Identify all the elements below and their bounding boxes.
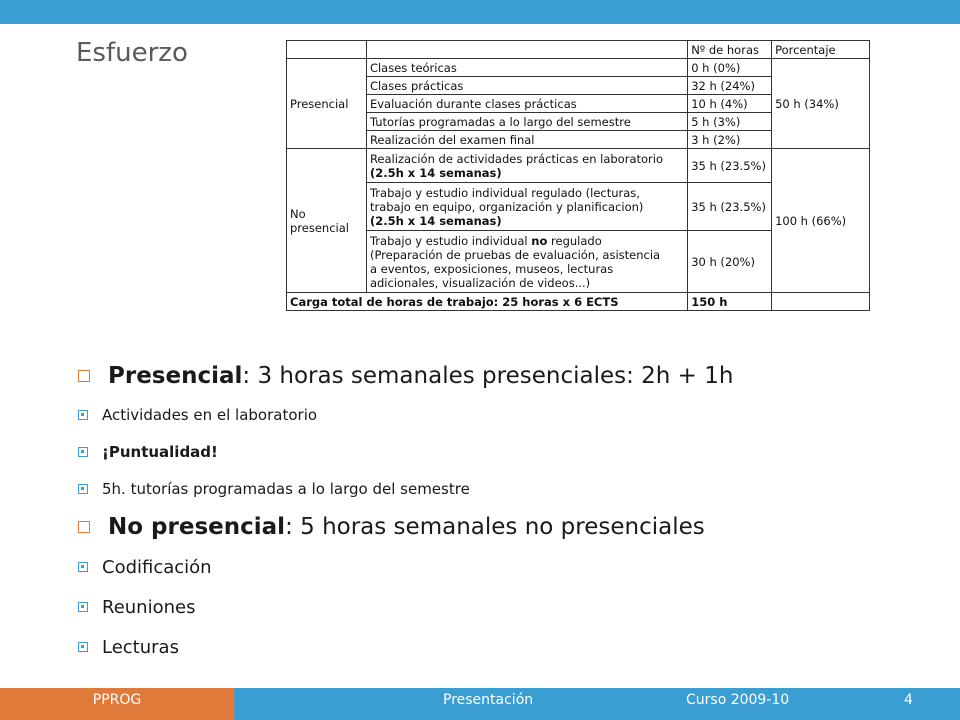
header-percent: Porcentaje: [772, 41, 870, 59]
footer-course-year: Curso 2009-10: [686, 692, 790, 708]
list-item: 5h. tutorías programadas a lo largo del semestre: [78, 470, 938, 507]
small-square-bullet-icon: [78, 642, 88, 652]
table-header-row: [287, 41, 870, 59]
table-row: Realización del examen final 3 h (2%): [287, 131, 870, 149]
square-bullet-icon: [78, 521, 90, 533]
footer-bar: [234, 688, 960, 720]
table-row: Trabajo y estudio individual no regulado (Preparación de pruebas de evaluación, asistencia a eventos, exposiciones, museos, lecturas adicionales, visualización de videos...) 30 h (20%): [287, 231, 870, 293]
footer-course-code: PPROG: [0, 688, 234, 720]
presencial-percent: 50 h (34%): [772, 59, 870, 149]
small-square-bullet-icon: [78, 602, 88, 612]
no-presencial-label: No presencial: [287, 149, 367, 293]
bullet-list: [78, 356, 938, 667]
table-row: No presencial Realización de actividades prácticas en laboratorio (2.5h x 14 semanas) 35 h (23.5%) 100 h (66%): [287, 149, 870, 183]
page-number: 4: [904, 692, 913, 708]
bullet-no-presencial: No presencial: 5 horas semanales no presenciales: [78, 507, 938, 547]
small-square-bullet-icon: [78, 484, 88, 494]
list-item: Reuniones: [78, 587, 938, 627]
small-square-bullet-icon: [78, 562, 88, 572]
list-item: Actividades en el laboratorio: [78, 396, 938, 433]
small-square-bullet-icon: [78, 410, 88, 420]
list-item: Codificación: [78, 547, 938, 587]
square-bullet-icon: [78, 370, 90, 382]
table-row: Presencial Clases teóricas 0 h (0%) 50 h (34%): [287, 59, 870, 77]
effort-table: [286, 40, 870, 311]
header-hours: Nº de horas: [688, 41, 772, 59]
list-item: Lecturas: [78, 627, 938, 667]
bullet-presencial: Presencial: 3 horas semanales presenciales: 2h + 1h: [78, 356, 938, 396]
table-row: Evaluación durante clases prácticas 10 h (4%): [287, 95, 870, 113]
table-row: Clases prácticas 32 h (24%): [287, 77, 870, 95]
presencial-label: Presencial: [287, 59, 367, 149]
footer-title: Presentación: [443, 692, 534, 708]
slide-title: Esfuerzo: [76, 38, 188, 68]
top-accent-bar: [0, 0, 960, 24]
table-row: Trabajo y estudio individual regulado (lecturas, trabajo en equipo, organización y planificacion) (2.5h x 14 semanas) 35 h (23.5%): [287, 183, 870, 231]
table-row: Tutorías programadas a lo largo del semestre 5 h (3%): [287, 113, 870, 131]
small-square-bullet-icon: [78, 447, 88, 457]
list-item: ¡Puntualidad!: [78, 433, 938, 470]
slide-footer: [0, 688, 960, 720]
no-presencial-percent: 100 h (66%): [772, 149, 870, 293]
table-total-row: Carga total de horas de trabajo: 25 horas x 6 ECTS 150 h: [287, 293, 870, 311]
